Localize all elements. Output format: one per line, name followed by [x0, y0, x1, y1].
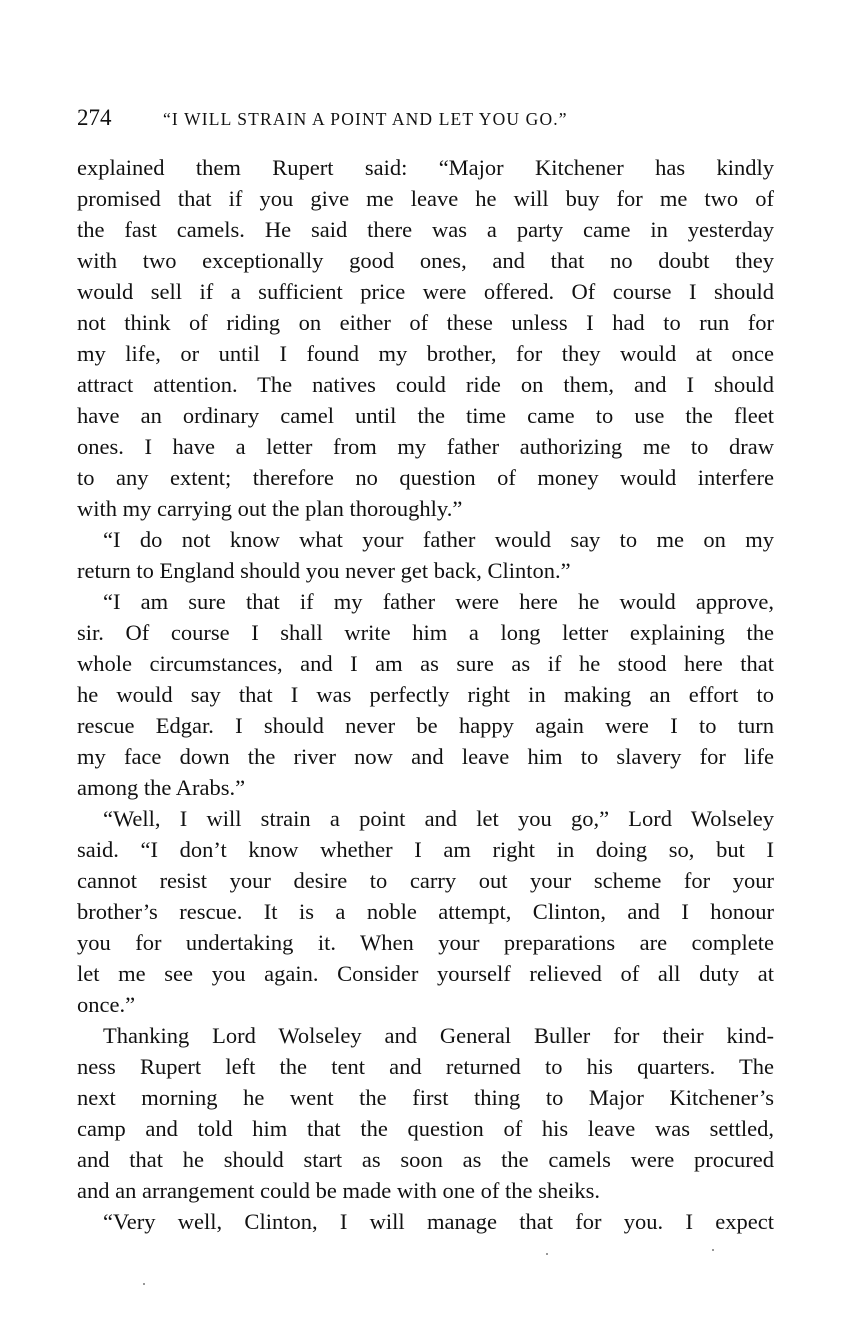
text-line: among the Arabs.” — [77, 775, 246, 800]
text-line: and an arrangement could be made with one of the sheiks. — [77, 1178, 600, 1203]
text-line: let me see you again. Consider yourself relieved of all duty at — [77, 961, 774, 986]
running-title: “I WILL STRAIN A POINT AND LET YOU GO.” — [163, 109, 568, 129]
text-line: you for undertaking it. When your preparations are complete — [77, 930, 774, 955]
text-line: cannot resist your desire to carry out your scheme for your — [77, 868, 774, 893]
text-line: have an ordinary camel until the time came to use the fleet — [77, 403, 774, 428]
print-speck — [546, 1253, 548, 1255]
text-line: my face down the river now and leave him to slavery for life — [77, 744, 774, 769]
text-line: next morning he went the first thing to Major Kitchener’s — [77, 1085, 774, 1110]
text-line: would sell if a sufficient price were offered. Of course I should — [77, 279, 774, 304]
text-line: not think of riding on either of these unless I had to run for — [77, 310, 774, 335]
text-line: “I am sure that if my father were here he would approve, — [103, 589, 774, 614]
text-line: “I do not know what your father would say to me on my — [103, 527, 774, 552]
text-line: return to England should you never get back, Clinton.” — [77, 558, 571, 583]
text-line: whole circumstances, and I am as sure as if he stood here that — [77, 651, 774, 676]
text-line: and that he should start as soon as the camels were procured — [77, 1147, 774, 1172]
text-line: rescue Edgar. I should never be happy again were I to turn — [77, 713, 774, 738]
text-line: he would say that I was perfectly right in making an effort to — [77, 682, 774, 707]
running-head — [77, 103, 777, 133]
text-line: ness Rupert left the tent and returned to his quarters. The — [77, 1054, 774, 1079]
text-line: attract attention. The natives could ride on them, and I should — [77, 372, 774, 397]
text-line: sir. Of course I shall write him a long letter explaining the — [77, 620, 774, 645]
text-line: ones. I have a letter from my father authorizing me to draw — [77, 434, 774, 459]
text-line: brother’s rescue. It is a noble attempt, Clinton, and I honour — [77, 899, 774, 924]
text-line: with two exceptionally good ones, and that no doubt they — [77, 248, 774, 273]
text-line: once.” — [77, 992, 136, 1017]
text-line: “Well, I will strain a point and let you go,” Lord Wolseley — [103, 806, 774, 831]
text-line: said. “I don’t know whether I am right in doing so, but I — [77, 837, 774, 862]
text-line: my life, or until I found my brother, for they would at once — [77, 341, 774, 366]
text-line: promised that if you give me leave he will buy for me two of — [77, 186, 774, 211]
text-line: to any extent; therefore no question of money would interfere — [77, 465, 774, 490]
text-line: Thanking Lord Wolseley and General Buller for their kind- — [103, 1023, 774, 1048]
print-speck — [143, 1283, 145, 1285]
body-text — [77, 152, 774, 1237]
page-number: 274 — [77, 105, 112, 130]
text-line: with my carrying out the plan thoroughly.” — [77, 496, 463, 521]
text-line: camp and told him that the question of his leave was settled, — [77, 1116, 774, 1141]
text-line: “Very well, Clinton, I will manage that for you. I expect — [103, 1209, 774, 1234]
text-line: explained them Rupert said: “Major Kitchener has kindly — [77, 155, 774, 180]
print-speck — [712, 1249, 714, 1251]
text-line: the fast camels. He said there was a party came in yesterday — [77, 217, 774, 242]
